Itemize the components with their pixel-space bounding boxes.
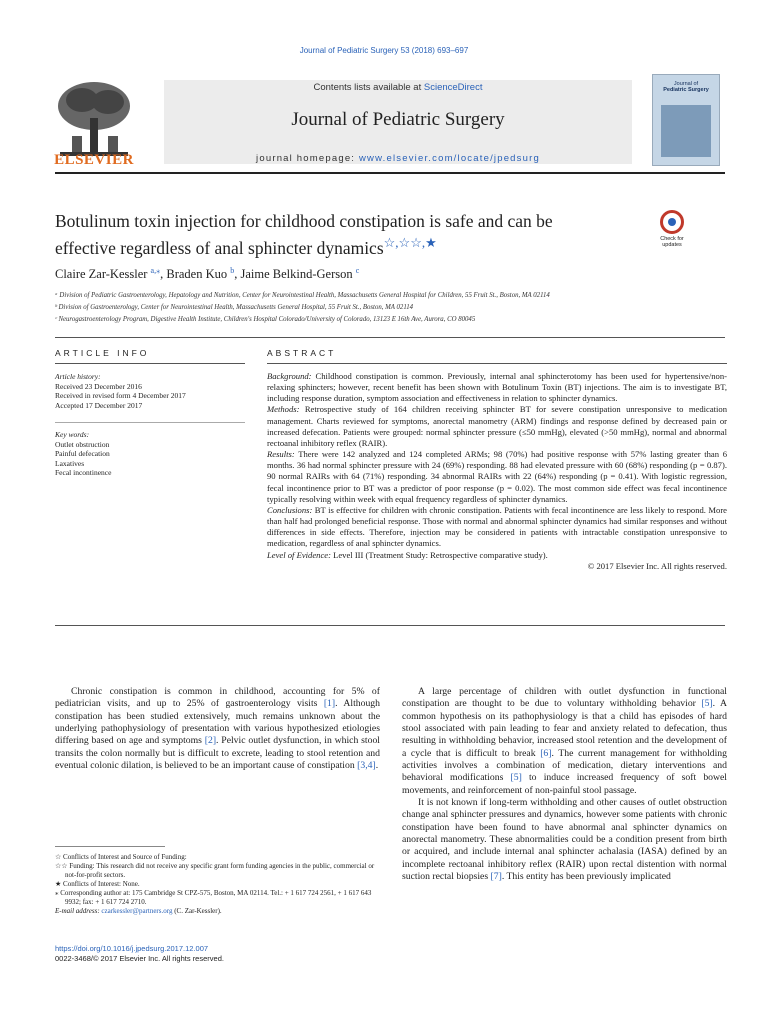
keywords: Key words: Outlet obstruction Painful defecation Laxatives Fecal incontinence <box>55 430 245 478</box>
citation-link[interactable]: [2] <box>204 735 217 747</box>
journal-homepage: journal homepage: www.elsevier.com/locate/jpedsurg <box>256 153 540 164</box>
footnotes <box>55 853 380 916</box>
footnote: ☆ Conflicts of Interest and Source of Funding: <box>55 853 187 861</box>
journal-title: Journal of Pediatric Surgery <box>291 109 505 130</box>
abstract-rule <box>267 363 727 364</box>
sciencedirect-link[interactable]: ScienceDirect <box>423 82 483 93</box>
article-history: Article history: Received 23 December 2016 Received in revised form 4 December 2017 Accepted 17 December 2017 <box>55 372 186 410</box>
body-left-column: Chronic constipation is common in childhood, accounting for 5% of pediatrician visits, and up to 25% of gastroenterology visits [1]. Although constipation has been studied extensively, much remains unknown about the underlying pathophysiology of presentation with various hypothesized etiologies differing based on age and symptoms [2]. Pelvic outlet dysfunction, in which stool transits the colon normally but is difficult to excrete, leading to stool retention and eventual colonic dilation, is believed to be an important cause of constipation [3,4]. <box>55 686 380 772</box>
citation-link[interactable]: [5] <box>701 698 713 710</box>
footnote-rule <box>55 846 165 847</box>
abstract-copyright: © 2017 Elsevier Inc. All rights reserved. <box>587 560 727 571</box>
keywords-rule <box>55 422 245 423</box>
citation-link[interactable]: [1] <box>323 698 336 710</box>
article-info-heading: ARTICLE INFO <box>55 348 150 358</box>
author-2: Braden Kuo <box>166 267 228 282</box>
keyword: Fecal incontinence <box>55 468 112 478</box>
email-link[interactable]: czarkessler@partners.org <box>101 907 173 915</box>
abstract-body: Background: Childhood constipation is common. Previously, internal anal sphincterotomy has been used for hypertensive/non-relaxing sphincters; however, recent benefit has been shown with Botulinum Toxin (BT) injections. The aim is to investigate BT, including response duration, symptom association and effectiveness in relation to sphincter dynamics. Methods: Retrospective study of 164 children receiving sphincter BT for severe constipation unresponsive to medication management. Charts reviewed for symptoms, anorectal manometry (ARM) findings and response defined by decreased pain or increased defecation. Patients were grouped: normal sphincter pressure (≤50 mmHg), elevated (>50 mmHg), normal and abnormal rectoanal inhibitory reflex (RAIR). Results: There were 142 analyzed and 124 completed ARMs; 98 (70%) had positive response with 57% lasting greater than 6 months. 36 had normal sphincter pressure with 24 (69%) responding. 88 had elevated pressure with 60 (68%) responding (p = 0.87). 90 normal RAIRs with 64 (71%) responding. 34 abnormal RAIRs with 22 (64%) responding (p = 0.41). With logistic regression, fecal incontinence prior to BT was a predictor of poor response (p = 0.02). The most common side effect was fecal incontinence typically resolving within week with equal frequency regardless of sphincter dynamics. Conclusions: BT is effective for children with chronic constipation. Patients with fecal incontinence are less likely to respond. More than half had prolonged beneficial response. Those with normal and abnormal sphincter dynamics had similar responses and without differences in side effects. Therefore, injection may be considered in patients with intractable constipation unresponsive to medication, regardless of anal sphincter dynamics. Level of Evidence: Level III (Treatment Study: Retrospective comparative study). © 2017 Elsevier Inc. All rights reserved. <box>267 371 727 571</box>
crossmark-icon <box>660 210 684 234</box>
keyword: Painful defecation <box>55 449 110 459</box>
affiliation-a: ᵃ Division of Pediatric Gastroenterology, Hepatology and Nutrition, Center for Neurointestinal Health, Massachusetts General Hospital for Children, 55 Fruit St., Boston, MA 02114 <box>55 292 550 299</box>
keyword: Outlet obstruction <box>55 439 110 449</box>
cover-title-2: Pediatric Surgery <box>663 87 709 93</box>
affiliation-b: ᵇ Division of Gastroenterology, Center for Neurointestinal Health, Massachusetts General Hospital, 55 Fruit St., Boston, MA 02114 <box>55 304 414 311</box>
contents-line: Contents lists available at ScienceDirect <box>313 82 483 93</box>
footnote: ☆☆ Funding: This research did not receive any specific grant form funding agencies in the public, commercial or not-for-profit sectors. <box>55 862 375 879</box>
journal-cover-thumbnail <box>652 74 720 166</box>
body-right-column: A large percentage of children with outlet dysfunction in functional constipation are thought to be due to voluntary withholding behavior [5]. A common hypothesis on its pathophysiology is that a child has episodes of hard stool associated with pain leading to fear and anxiety related to defecation, thus resulting in withholding behavior, increased stool retention and the development of a cycle that is difficult to break [6]. The current management for withholding activities involves a combination of medication, dietary interventions and behavioral modifications [5] to induce increased frequency of soft bowel movements, and reinforcement of non-painful stool passage. It is not known if long-term withholding and other causes of outlet obstruction change anal sphincter pressures and dynamics, however some patients with chronic constipation have been found to have abnormal anal sphincter dynamics on anorectal manometry. These abnormalities could be a condition present from birth or acquired, and include internal anal sphincter achalasia (IASA) defined by an incomplete rectoanal inhibitory reflex (RAIR) upon rectal distention with normal suction rectal biopsies [7]. This entity has been previously implicated <box>402 686 727 883</box>
keyword: Laxatives <box>55 458 85 468</box>
affiliation-c: ᶜ Neurogastroenterology Program, Digestive Health Institute, Children's Hospital Colorado/University of Colorado, 13123 E 16th Ave, Aurora, CO 80045 <box>55 316 476 323</box>
affiliation-divider <box>55 337 725 338</box>
doi-block <box>55 944 224 964</box>
cover-title-1: Journal of <box>673 81 699 87</box>
author-3: Jaime Belkind-Gerson <box>240 267 353 282</box>
journal-reference[interactable]: Journal of Pediatric Surgery 53 (2018) 693–697 <box>299 46 469 55</box>
title-footnote-marks[interactable]: ☆,☆☆,★ <box>383 235 437 250</box>
homepage-link[interactable]: www.elsevier.com/locate/jpedsurg <box>358 153 540 164</box>
doi-link[interactable]: https://doi.org/10.1016/j.jpedsurg.2017.12.007 <box>55 944 209 953</box>
citation-link[interactable]: [5] <box>510 772 522 784</box>
citation-link[interactable]: [6] <box>540 747 552 759</box>
abstract-bottom-rule <box>55 625 725 626</box>
issn-line: 0022-3468/© 2017 Elsevier Inc. All rights reserved. <box>55 954 224 963</box>
citation-link[interactable]: [7] <box>490 871 502 883</box>
footnote: ★ Conflicts of Interest: None. <box>55 880 140 888</box>
email-footnote: E-mail address: czarkessler@partners.org (C. Zar-Kessler). <box>55 907 222 915</box>
article-info-rule <box>55 363 245 364</box>
article-title: Botulinum toxin injection for childhood constipation is safe and can be effective regardless of anal sphincter dynamics☆,☆☆,★ <box>55 211 553 258</box>
abstract-heading: ABSTRACT <box>267 348 337 358</box>
citation-link[interactable]: [3,4] <box>357 760 376 772</box>
check-for-updates-badge[interactable]: Check for updates <box>654 210 690 252</box>
publisher-name: ELSEVIER <box>54 152 134 168</box>
author-list: Claire Zar-Kessler $^{a,⁎}$, Braden Kuo $^b$, Jaime Belkind-Gerson $^c$ <box>55 266 360 282</box>
author-1: Claire Zar-Kessler <box>55 267 148 282</box>
footnote: ⁎ Corresponding author at: 175 Cambridge St CPZ-575, Boston, MA 02114. Tel.: + 1 617 724 2561, + 1 617 643 9932; fax: + 1 617 724 2710. <box>55 889 372 906</box>
header-divider <box>55 172 725 174</box>
